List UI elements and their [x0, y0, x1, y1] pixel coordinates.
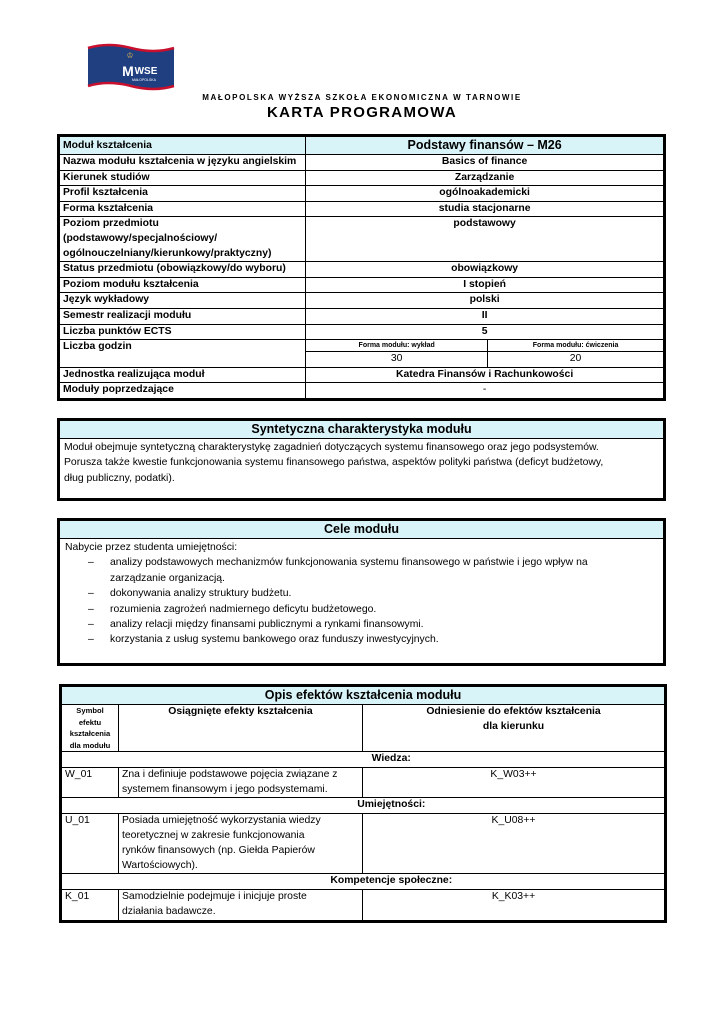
logo-graphic: [86, 42, 176, 92]
col-symbol-line: efektu: [78, 717, 102, 727]
info-value: II: [306, 308, 665, 324]
info-row: [59, 367, 665, 383]
outcomes-table: [59, 684, 667, 923]
synthetic-section: [57, 418, 666, 501]
info-label: Status przedmiotu (obowiązkowy/do wyboru): [59, 262, 306, 278]
unit-label: Jednostka realizująca moduł: [59, 367, 306, 383]
info-value: Basics of finance: [306, 155, 665, 171]
outcome-symbol: K_01: [61, 890, 119, 922]
goal-item: – dokonywania analizy struktury budżetu.: [65, 586, 658, 601]
outcome-reference: K_W03++: [363, 767, 666, 798]
svg-text:WSE: WSE: [134, 66, 158, 77]
level-label-line: (podstawowy/specjalnościowy/: [63, 232, 218, 244]
section-skills: Umiejętności:: [119, 798, 666, 814]
info-value: ogólnoakademicki: [306, 186, 665, 202]
info-row: [59, 308, 665, 324]
outcomes-columns: [61, 705, 666, 752]
outcomes-section-row: [61, 874, 666, 890]
col-symbol-line: dla modułu: [69, 740, 111, 750]
level-label: [59, 217, 306, 262]
outcome-text-line: teoretycznej w zakresie funkcjonowania: [122, 829, 305, 841]
outcomes-title: Opis efektów kształcenia modułu: [61, 686, 666, 705]
section-knowledge: Wiedza:: [119, 752, 666, 768]
info-value: obowiązkowy: [306, 262, 665, 278]
outcome-text-line: Zna i definiuje podstawowe pojęcia związane z: [122, 768, 338, 780]
outcome-reference: K_U08++: [363, 814, 666, 874]
outcomes-header: [61, 686, 666, 705]
hours-exercise-label: Forma modułu: ćwiczenia: [488, 340, 665, 352]
outcome-text-line: Samodzielnie podejmuje i inicjuje proste: [122, 891, 307, 903]
hours-exercise-value: 20: [488, 352, 665, 368]
outcomes-section-row: [61, 798, 666, 814]
info-label: Forma kształcenia: [59, 201, 306, 217]
outcome-text-line: systemem finansowym i jego podsystemami.: [122, 783, 328, 795]
info-row: [59, 201, 665, 217]
outcome-reference: K_K03++: [363, 890, 666, 922]
info-label: Nazwa modułu kształcenia w języku angielskim: [59, 155, 306, 171]
info-value: studia stacjonarne: [306, 201, 665, 217]
synthetic-line: dług publiczny, podatki).: [64, 472, 175, 484]
outcome-text-line: Wartościowych).: [122, 859, 198, 871]
info-row-hours: [59, 340, 665, 352]
level-label-line: Poziom przedmiotu: [63, 218, 159, 230]
module-value: Podstawy finansów – M26: [306, 136, 665, 155]
info-label: Semestr realizacji modułu: [59, 308, 306, 324]
info-value: I stopień: [306, 277, 665, 293]
section-social: Kompetencje społeczne:: [119, 874, 666, 890]
outcome-symbol: W_01: [61, 767, 119, 798]
info-value: 5: [306, 324, 665, 340]
outcome-text-line: rynków finansowych (np. Giełda Papierów: [122, 844, 315, 856]
synthetic-line: Porusza także kwestie funkcjonowania systemu finansowego państwa, aspektów polityki państwa (deficyt budżetowy,: [64, 457, 604, 469]
school-logo: [86, 42, 176, 92]
col-reference: [363, 705, 666, 752]
module-info-table: [57, 134, 666, 401]
outcome-row: [61, 890, 666, 922]
prev-modules-value: -: [306, 383, 665, 400]
info-label: Profil kształcenia: [59, 186, 306, 202]
synthetic-body: [60, 439, 663, 487]
outcome-text: [119, 767, 363, 798]
info-label: Kierunek studiów: [59, 170, 306, 186]
col-reference-line: Odniesienie do efektów kształcenia: [426, 706, 601, 717]
outcome-text-line: działania badawcze.: [122, 905, 216, 917]
school-name: MAŁOPOLSKA WYŻSZA SZKOŁA EKONOMICZNA W TARNOWIE: [202, 93, 522, 102]
outcome-text-line: Posiada umiejętność wykorzystania wiedzy: [122, 815, 321, 827]
synthetic-title: Syntetyczna charakterystyka modułu: [60, 421, 663, 439]
level-value: podstawowy: [306, 217, 665, 262]
goals-title: Cele modułu: [60, 521, 663, 539]
goal-item: – analizy relacji między finansami publicznymi a rynkami finansowymi.: [65, 617, 658, 632]
info-row: [59, 277, 665, 293]
col-symbol-line: kształcenia: [69, 729, 111, 738]
info-row: [59, 262, 665, 278]
outcome-text: [119, 814, 363, 874]
info-row: [59, 186, 665, 202]
svg-text:M: M: [122, 63, 134, 79]
info-row: [59, 170, 665, 186]
outcome-row: [61, 814, 666, 874]
svg-text:MAŁOPOLSKA: MAŁOPOLSKA: [132, 78, 156, 82]
col-effects: Osiągnięte efekty kształcenia: [119, 705, 363, 752]
info-row-level: [59, 217, 665, 262]
info-label: Liczba punktów ECTS: [59, 324, 306, 340]
document-title: KARTA PROGRAMOWA: [267, 104, 457, 121]
info-value: polski: [306, 293, 665, 309]
goals-intro: Nabycie przez studenta umiejętności:: [65, 542, 238, 553]
outcome-symbol: U_01: [61, 814, 119, 874]
prev-modules-label: Moduły poprzedzające: [59, 383, 306, 400]
info-row: [59, 383, 665, 400]
hours-lecture-label: Forma modułu: wykład: [306, 340, 488, 352]
outcome-row: [61, 767, 666, 798]
hours-lecture-value: 30: [306, 352, 488, 368]
goals-body: [60, 539, 663, 649]
col-symbol-line: Symbol: [76, 706, 104, 715]
info-label: Poziom modułu kształcenia: [59, 277, 306, 293]
col-reference-line: dla kierunku: [482, 720, 545, 732]
outcome-text: [119, 890, 363, 922]
goals-list: [65, 555, 658, 647]
synthetic-line: Moduł obejmuje syntetyczną charakterystykę zagadnień dotyczących systemu finansowego oraz jego podsystemów.: [64, 442, 599, 453]
unit-value: Katedra Finansów i Rachunkowości: [306, 367, 665, 383]
goal-item: – analizy podstawowych mechanizmów funkcjonowania systemu finansowego w państwie i jego wpływ na zarządzanie organizacją.: [65, 555, 658, 586]
goal-item: – korzystania z usług systemu bankowego oraz funduszy inwestycyjnych.: [65, 632, 658, 647]
svg-text:♔: ♔: [126, 51, 134, 60]
hours-label: Liczba godzin: [59, 340, 306, 368]
goal-item: – rozumienia zagrożeń nadmiernego deficytu budżetowego.: [65, 602, 658, 617]
info-row: [59, 155, 665, 171]
info-row: [59, 293, 665, 309]
level-label-line: ogólnouczelniany/kierunkowy/praktyczny): [63, 247, 272, 259]
module-label: Moduł kształcenia: [59, 136, 306, 155]
info-label: Język wykładowy: [59, 293, 306, 309]
info-row: [59, 324, 665, 340]
outcomes-section-row: [61, 752, 666, 768]
info-row-module: [59, 136, 665, 155]
goals-section: [57, 518, 666, 666]
info-value: Zarządzanie: [306, 170, 665, 186]
col-symbol: [61, 705, 119, 752]
